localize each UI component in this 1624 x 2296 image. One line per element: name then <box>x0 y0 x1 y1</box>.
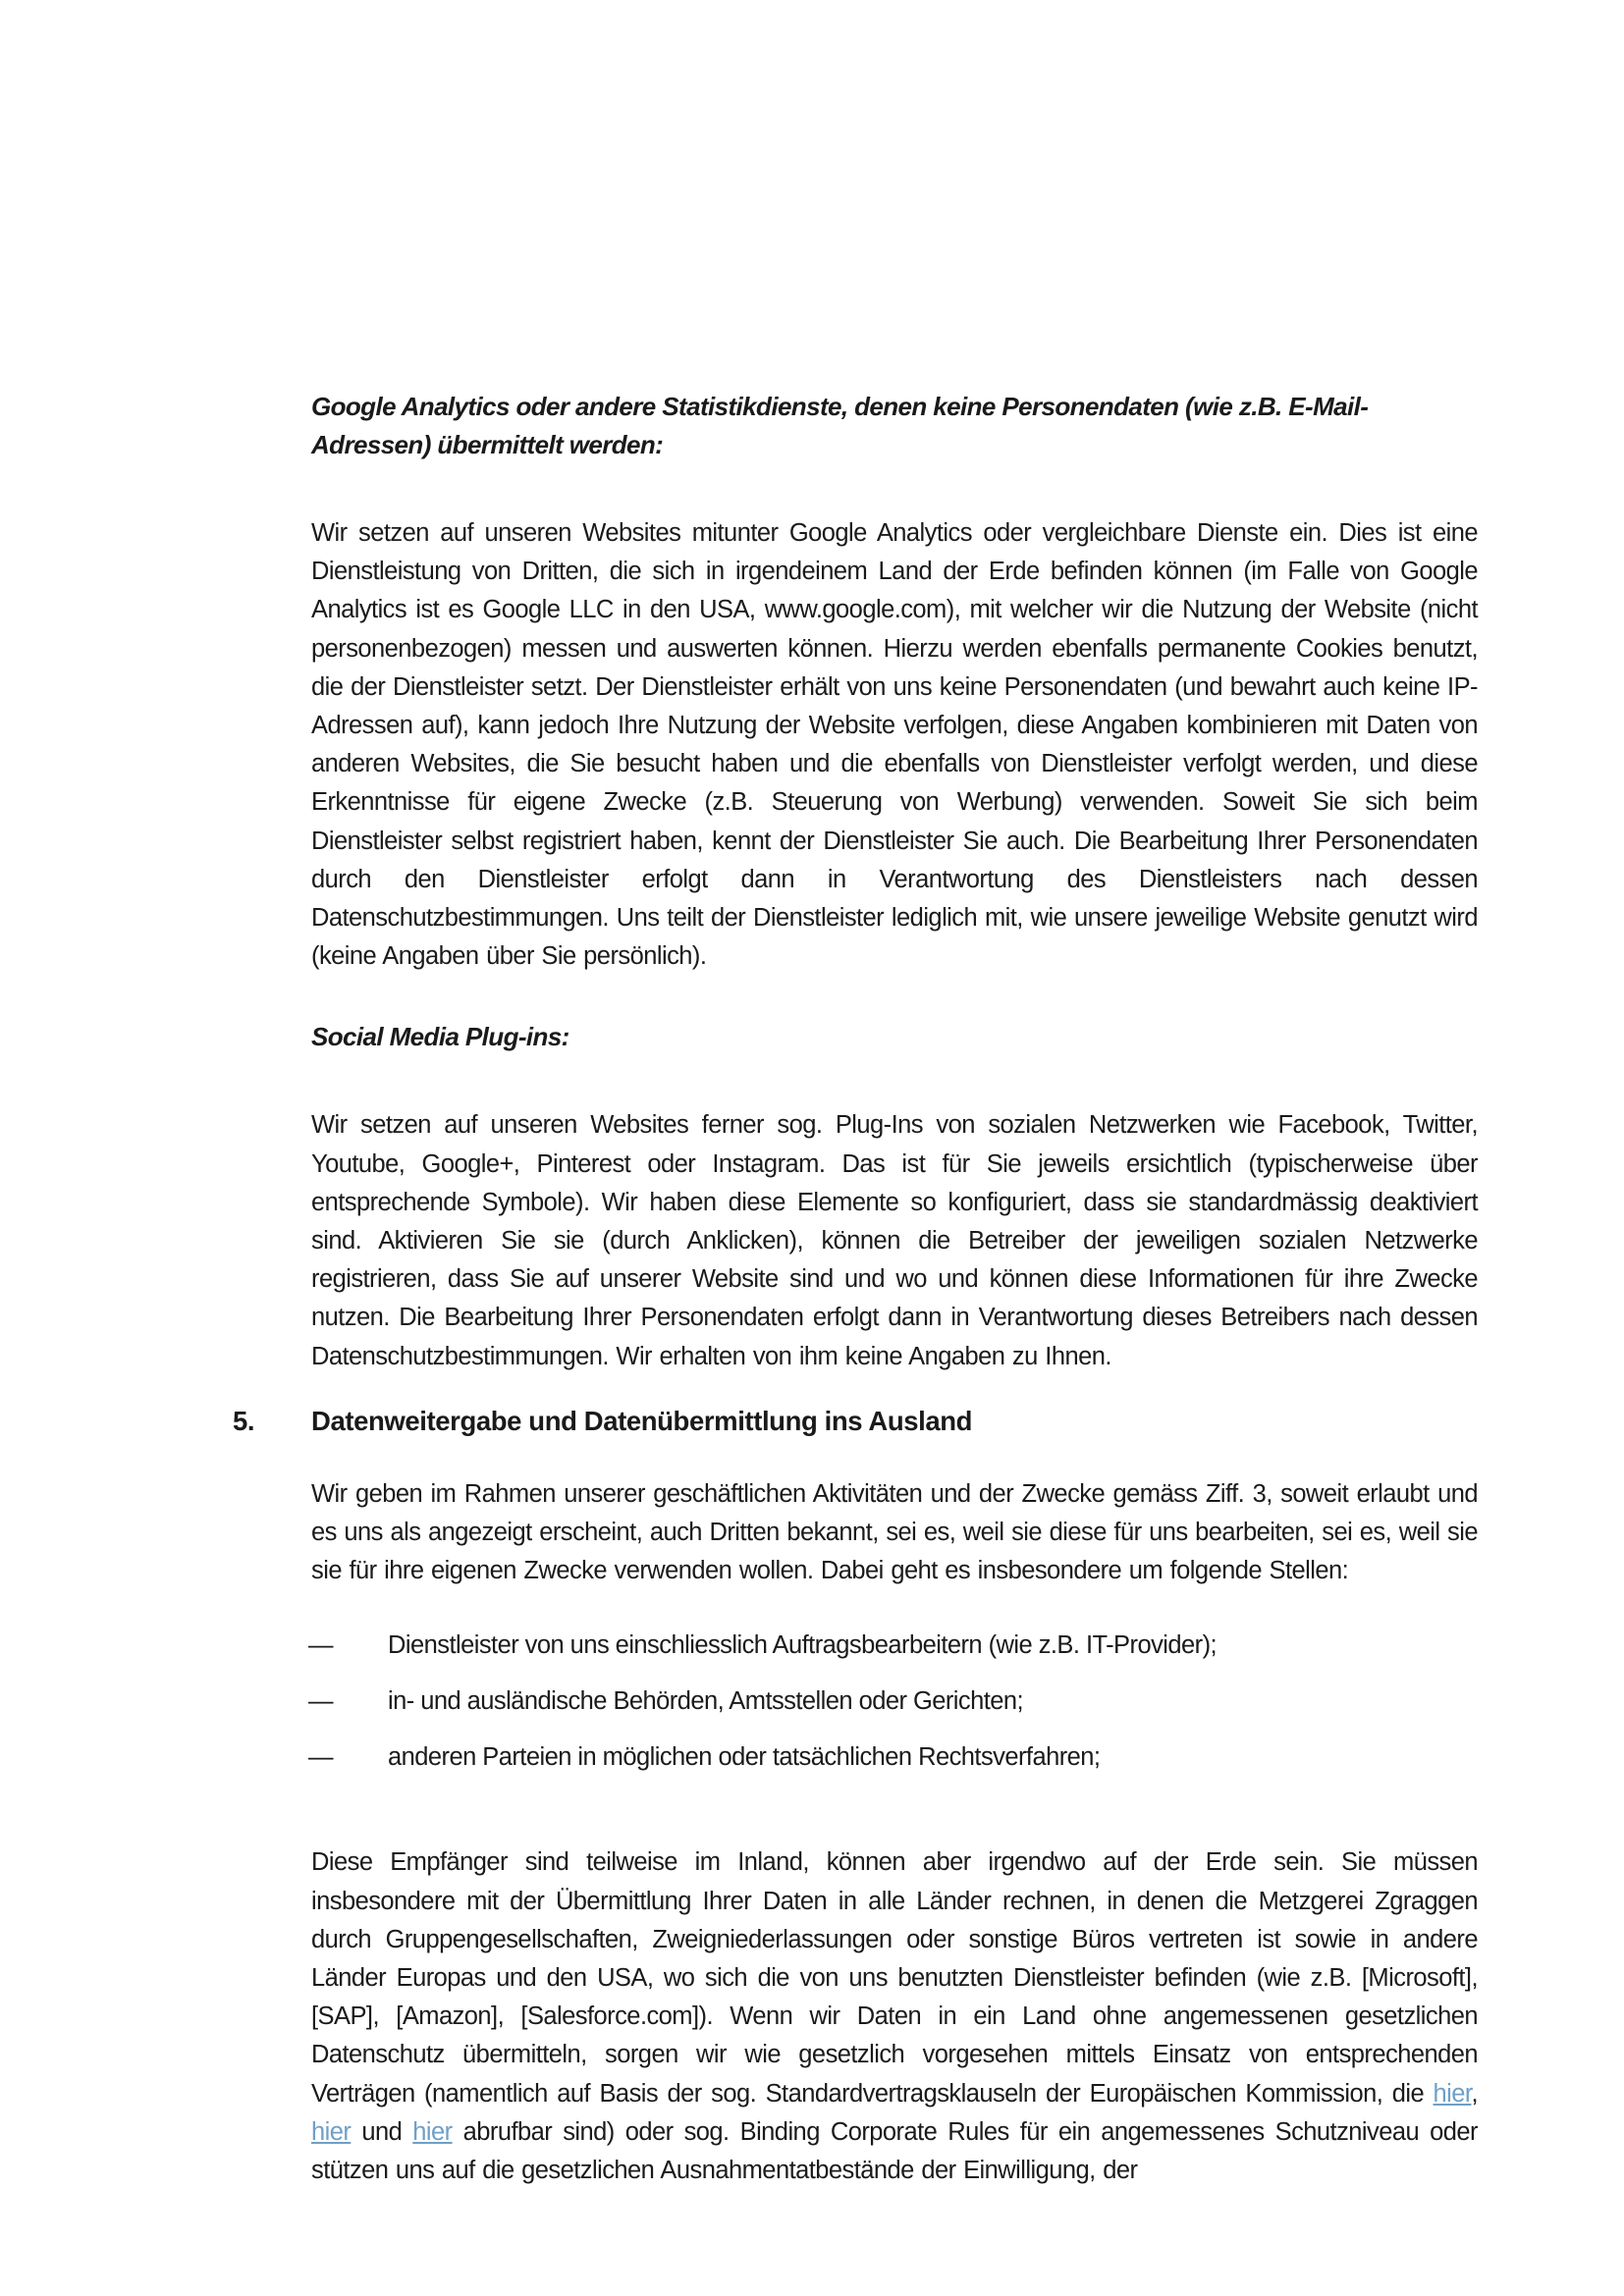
spacer <box>311 1441 1478 1475</box>
spacer <box>311 1056 1478 1106</box>
spacer <box>311 976 1478 1018</box>
paragraph-recipients-end: abrufbar sind) oder sog. Binding Corporate Rules für ein angemessenes Schutzniveau oder stützen uns auf die gesetzlichen Ausnahmentatbestände der Einwilligung, der <box>311 2117 1478 2185</box>
paragraph-social-media: Wir setzen auf unseren Websites ferner sog. Plug-Ins von sozialen Netzwerken wie Facebook, Twitter, Youtube, Google+, Pinterest oder Instagram. Das ist für Sie jeweils ersichtlich (typischerweise über entsprechende Symbole). Wir haben diese Elemente so konfiguriert, dass sie standardmässig deaktiviert sind. Aktivieren Sie sie (durch Anklicken), können die Betreiber der jeweiligen sozialen Netzwerke registrieren, dass Sie auf unserer Website sind und wo und können diese Informationen für ihre Zwecke nutzen. Die Bearbeitung Ihrer Personendaten erfolgt dann in Verantwortung dieses Betreibers nach dessen Datenschutzbestimmungen. Wir erhalten von ihm keine Angaben zu Ihnen. <box>311 1111 1478 1370</box>
section-number: 5. <box>233 1405 255 1436</box>
paragraph-recipients <box>311 1843 1478 2190</box>
list-item-text: anderen Parteien in möglichen oder tatsächlichen Rechtsverfahren; <box>388 1743 1101 1772</box>
list-item <box>308 1627 1478 1665</box>
link-hier-3[interactable]: hier <box>412 2117 453 2146</box>
section-title: Datenweitergabe und Datenübermittlung ins Ausland <box>311 1405 973 1436</box>
link-hier-2[interactable]: hier <box>311 2117 352 2146</box>
list-item-text: in- und ausländische Behörden, Amtsstellen oder Gerichten; <box>388 1687 1024 1716</box>
subheading-analytics: Google Analytics oder andere Statistikdienste, denen keine Personendaten (wie z.B. E-Mail-Adressen) übermittelt werden: <box>311 392 1369 459</box>
recipient-list <box>308 1627 1478 1777</box>
paragraph-recipients-start: Diese Empfänger sind teilweise im Inland, können aber irgendwo auf der Erde sein. Sie müssen insbesondere mit der Übermittlung Ihrer Daten in alle Länder rechnen, in denen die Metzgerei Zgraggen durch Gruppengesellschaften, Zweigniederlassungen oder sonstige Büros vertreten ist sowie in andere Länder Europas und den USA, wo sich die von uns benutzten Dienstleister befinden (wie z.B. [Microsoft], [SAP], [Amazon], [Salesforce.com]). Wenn wir Daten in ein Land ohne angemessenen gesetzlichen Datenschutz übermitteln, sorgen wir wie gesetzlich vorgesehen mittels Einsatz von entsprechenden Verträgen (namentlich auf Basis der sog. Standardvertragsklauseln der Europäischen Kommission, die <box>311 1848 1478 2108</box>
subheading-social-wrapper <box>311 1018 1478 1056</box>
list-item-text: Dienstleister von uns einschliesslich Auftragsbearbeitern (wie z.B. IT-Provider); <box>388 1631 1218 1660</box>
subheading-social-media: Social Media Plug-ins: <box>311 1022 569 1052</box>
spacer <box>311 1794 1478 1843</box>
paragraph-section-intro: Wir geben im Rahmen unserer geschäftlichen Aktivitäten und der Zwecke gemäss Ziff. 3, soweit erlaubt und es uns als angezeigt erscheint, auch Dritten bekannt, sei es, weil sie diese für uns bearbeiten, sei es, weil sie sie für ihre eigenen Zwecke verwenden wollen. Dabei geht es insbesondere um folgende Stellen: <box>311 1479 1478 1585</box>
spacer <box>311 464 1478 514</box>
separator: , <box>1471 2079 1478 2108</box>
link-hier-1[interactable]: hier <box>1433 2079 1472 2108</box>
list-item <box>308 1682 1478 1721</box>
dash-bullet: — <box>308 1631 333 1660</box>
document-body <box>233 388 1478 2190</box>
dash-bullet: — <box>308 1743 333 1772</box>
list-item <box>308 1738 1478 1777</box>
spacer <box>311 1376 1478 1402</box>
spacer <box>311 1590 1478 1627</box>
paragraph-analytics: Wir setzen auf unseren Websites mitunter Google Analytics oder vergleichbare Dienste ein. Dies ist eine Dienstleistung von Dritten, die sich in irgendeinem Land der Erde befinden können (im Falle von Google Analytics ist es Google LLC in den USA, www.google.com), mit welcher wir die Nutzung der Website (nicht personenbezogen) messen und auswerten können. Hierzu werden ebenfalls permanente Cookies benutzt, die der Dienstleister setzt. Der Dienstleister erhält von uns keine Personendaten (und bewahrt auch keine IP-Adressen auf), kann jedoch Ihre Nutzung der Website verfolgen, diese Angaben kombinieren mit Daten von anderen Websites, die Sie besucht haben und die ebenfalls von Dienstleister verfolgt werden, und diese Erkenntnisse für eigene Zwecke (z.B. Steuerung von Werbung) verwenden. Soweit Sie sich beim Dienstleister selbst registriert haben, kennt der Dienstleister Sie auch. Die Bearbeitung Ihrer Personendaten durch den Dienstleister erfolgt dann in Verantwortung des Dienstleisters nach dessen Datenschutzbestimmungen. Uns teilt der Dienstleister lediglich mit, wie unsere jeweilige Website genutzt wird (keine Angaben über Sie persönlich). <box>311 519 1478 971</box>
section-heading <box>233 1402 1478 1441</box>
separator: und <box>351 2117 413 2146</box>
dash-bullet: — <box>308 1687 333 1716</box>
